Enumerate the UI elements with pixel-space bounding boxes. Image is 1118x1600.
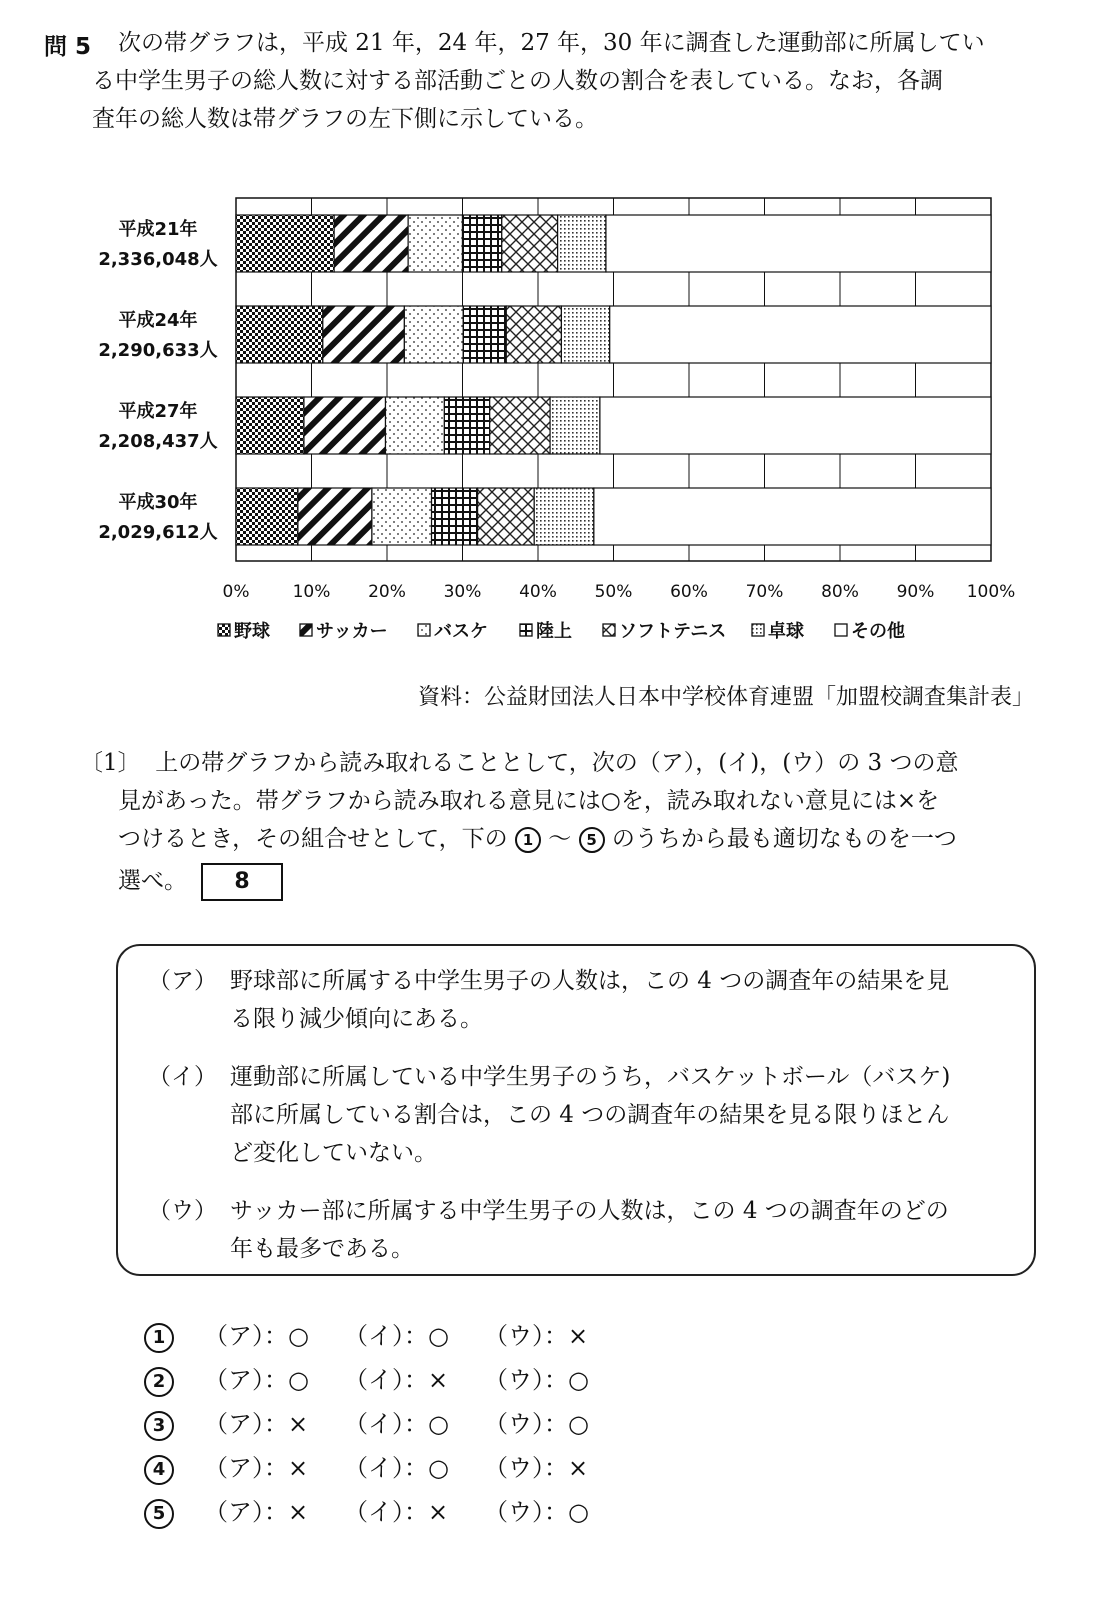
bar-segment-2-1 bbox=[304, 397, 386, 454]
choice-5-i: （イ）：× bbox=[344, 1498, 449, 1526]
opinion-i-line-3: ど変化していない。 bbox=[230, 1140, 437, 1166]
category-label-2: 平成27年 bbox=[118, 401, 198, 422]
data-source: 資料：公益財団法人日本中学校体育連盟「加盟校調査集計表」 bbox=[417, 685, 1034, 710]
x-tick-label-0: 0% bbox=[222, 582, 250, 602]
answer-box[interactable]: 8 bbox=[201, 863, 283, 901]
bar-segment-1-3 bbox=[463, 306, 506, 363]
x-tick-label-6: 60% bbox=[670, 582, 708, 602]
chart-legend bbox=[218, 620, 905, 642]
legend-swatch-4 bbox=[603, 624, 615, 636]
choice-4-a: （ア）：× bbox=[204, 1454, 309, 1482]
sub-question-line-4 bbox=[118, 862, 283, 901]
bar-segment-2-3 bbox=[444, 397, 489, 454]
sub-question-text-3b: のうちから最も適切なものを一つ bbox=[611, 826, 957, 852]
opinion-a-line-2: る限り減少傾向にある。 bbox=[230, 1006, 483, 1032]
bar-segment-3-0 bbox=[236, 488, 298, 545]
choice-5-u: （ウ）：○ bbox=[484, 1498, 589, 1526]
category-total-2: 2,208,437人 bbox=[98, 431, 218, 452]
x-tick-label-2: 20% bbox=[368, 582, 406, 602]
bar-segment-3-4 bbox=[478, 488, 535, 545]
question-number: 問 5 bbox=[44, 34, 92, 60]
range-tilde: ～ bbox=[548, 826, 572, 852]
bar-segment-1-2 bbox=[404, 306, 463, 363]
choice-1-a: （ア）：○ bbox=[204, 1322, 309, 1350]
legend-swatch-6 bbox=[835, 624, 847, 636]
choice-3-i: （イ）：○ bbox=[344, 1410, 449, 1438]
bar-segment-3-5 bbox=[534, 488, 594, 545]
sub-question-text-1: 上の帯グラフから読み取れることとして，次の（ア），(イ)，(ウ）の 3 つの意 bbox=[155, 750, 959, 776]
choice-4-i: （イ）：○ bbox=[344, 1454, 449, 1482]
bar-segment-0-3 bbox=[463, 215, 502, 272]
opinion-i-line-2: 部に所属している割合は，この 4 つの調査年の結果を見る限りほとん bbox=[230, 1102, 950, 1128]
legend-swatch-1 bbox=[300, 624, 312, 636]
opinion-a-line-1: 野球部に所属する中学生男子の人数は，この 4 つの調査年の結果を見 bbox=[230, 968, 950, 994]
bar-segment-1-6 bbox=[610, 306, 991, 363]
choice-2-i: （イ）：× bbox=[344, 1366, 449, 1394]
sub-question-line-2: 見があった。帯グラフから読み取れる意見には○を，読み取れない意見には×を bbox=[118, 788, 940, 814]
bar-segment-1-5 bbox=[561, 306, 609, 363]
bar-segment-0-0 bbox=[236, 215, 334, 272]
choice-3-number: 3 bbox=[144, 1411, 174, 1441]
opinion-u-line-1: サッカー部に所属する中学生男子の人数は，この 4 つの調査年のどの bbox=[230, 1198, 949, 1224]
question-line-3: 査年の総人数は帯グラフの左下側に示している。 bbox=[92, 106, 598, 132]
bar-segment-2-2 bbox=[385, 397, 444, 454]
bar-segment-3-6 bbox=[594, 488, 991, 545]
choice-1[interactable] bbox=[144, 1316, 624, 1353]
choice-5-a: （ア）：× bbox=[204, 1498, 309, 1526]
choice-2-a: （ア）：○ bbox=[204, 1366, 309, 1394]
x-tick-label-10: 100% bbox=[966, 582, 1016, 602]
opinion-i-label: （イ） bbox=[148, 1064, 217, 1090]
bar-segment-0-5 bbox=[558, 215, 606, 272]
bar-segment-1-4 bbox=[506, 306, 561, 363]
question-line-2: る中学生男子の総人数に対する部活動ごとの人数の割合を表している。なお，各調 bbox=[92, 68, 943, 94]
opinion-u-line-2: 年も最多である。 bbox=[230, 1236, 414, 1262]
category-label-1: 平成24年 bbox=[118, 310, 198, 331]
x-tick-label-9: 90% bbox=[896, 582, 935, 602]
sub-question-text-4: 選べ。 bbox=[118, 868, 187, 894]
legend-label-1: サッカー bbox=[316, 621, 388, 642]
category-total-3: 2,029,612人 bbox=[98, 522, 218, 543]
category-label-0: 平成21年 bbox=[118, 219, 198, 240]
bar-segment-0-4 bbox=[502, 215, 558, 272]
bar-segment-3-3 bbox=[432, 488, 478, 545]
x-tick-label-8: 80% bbox=[821, 582, 859, 602]
sub-question-line-3 bbox=[118, 820, 957, 858]
sub-question-line-1 bbox=[80, 744, 958, 782]
bar-segment-2-0 bbox=[236, 397, 304, 454]
choice-1-u: （ウ）：× bbox=[484, 1322, 589, 1350]
legend-swatch-5 bbox=[752, 624, 764, 636]
x-tick-label-5: 50% bbox=[594, 582, 633, 602]
choice-3-a: （ア）：× bbox=[204, 1410, 309, 1438]
sub-question-text-3a: つけるとき，その組合せとして，下の bbox=[118, 826, 508, 852]
legend-label-3: 陸上 bbox=[536, 621, 572, 642]
opinion-i-line-1: 運動部に所属している中学生男子のうち，バスケットボール（バスケ) bbox=[230, 1064, 951, 1090]
range-start-badge: 1 bbox=[515, 827, 541, 853]
choice-2[interactable] bbox=[144, 1360, 624, 1397]
category-label-3: 平成30年 bbox=[118, 492, 198, 513]
bar-segment-3-1 bbox=[298, 488, 372, 545]
choice-4-number: 4 bbox=[144, 1455, 174, 1485]
bar-segment-2-4 bbox=[490, 397, 550, 454]
choice-2-u: （ウ）：○ bbox=[484, 1366, 589, 1394]
choice-2-number: 2 bbox=[144, 1367, 174, 1397]
bar-segment-3-2 bbox=[372, 488, 432, 545]
legend-label-5: 卓球 bbox=[768, 621, 804, 642]
legend-label-4: ソフトテニス bbox=[619, 621, 727, 642]
category-total-1: 2,290,633人 bbox=[98, 340, 218, 361]
legend-swatch-3 bbox=[520, 624, 532, 636]
x-tick-label-7: 70% bbox=[745, 582, 784, 602]
band-chart bbox=[0, 0, 1118, 670]
sub-question-label: 〔1〕 bbox=[80, 750, 141, 776]
legend-label-2: バスケ bbox=[434, 621, 488, 642]
bar-segment-1-1 bbox=[323, 306, 405, 363]
choice-4[interactable] bbox=[144, 1448, 624, 1485]
x-tick-label-3: 30% bbox=[443, 582, 482, 602]
opinion-box bbox=[116, 944, 1036, 1276]
bar-segment-1-0 bbox=[236, 306, 323, 363]
opinion-u-label: （ウ） bbox=[148, 1198, 217, 1224]
x-tick-label-4: 40% bbox=[519, 582, 557, 602]
choice-1-number: 1 bbox=[144, 1323, 174, 1353]
bar-segment-2-6 bbox=[600, 397, 991, 454]
choice-3[interactable] bbox=[144, 1404, 624, 1441]
category-total-0: 2,336,048人 bbox=[98, 249, 218, 270]
choice-1-i: （イ）：○ bbox=[344, 1322, 449, 1350]
x-tick-label-1: 10% bbox=[292, 582, 331, 602]
bar-segment-0-1 bbox=[334, 215, 408, 272]
legend-swatch-0 bbox=[218, 624, 230, 636]
range-end-badge: 5 bbox=[579, 827, 605, 853]
legend-label-0: 野球 bbox=[234, 621, 270, 642]
bar-segment-2-5 bbox=[550, 397, 600, 454]
bar-segment-0-2 bbox=[408, 215, 462, 272]
choice-3-u: （ウ）：○ bbox=[484, 1410, 589, 1438]
bar-segment-0-6 bbox=[606, 215, 991, 272]
question-line-1: 次の帯グラフは，平成 21 年，24 年，27 年，30 年に調査した運動部に所属してい bbox=[118, 30, 985, 56]
choice-4-u: （ウ）：× bbox=[484, 1454, 589, 1482]
opinion-a-label: （ア） bbox=[148, 968, 217, 994]
choice-5[interactable] bbox=[144, 1492, 624, 1529]
choice-5-number: 5 bbox=[144, 1499, 174, 1529]
legend-swatch-2 bbox=[418, 624, 430, 636]
legend-label-6: その他 bbox=[851, 621, 905, 642]
